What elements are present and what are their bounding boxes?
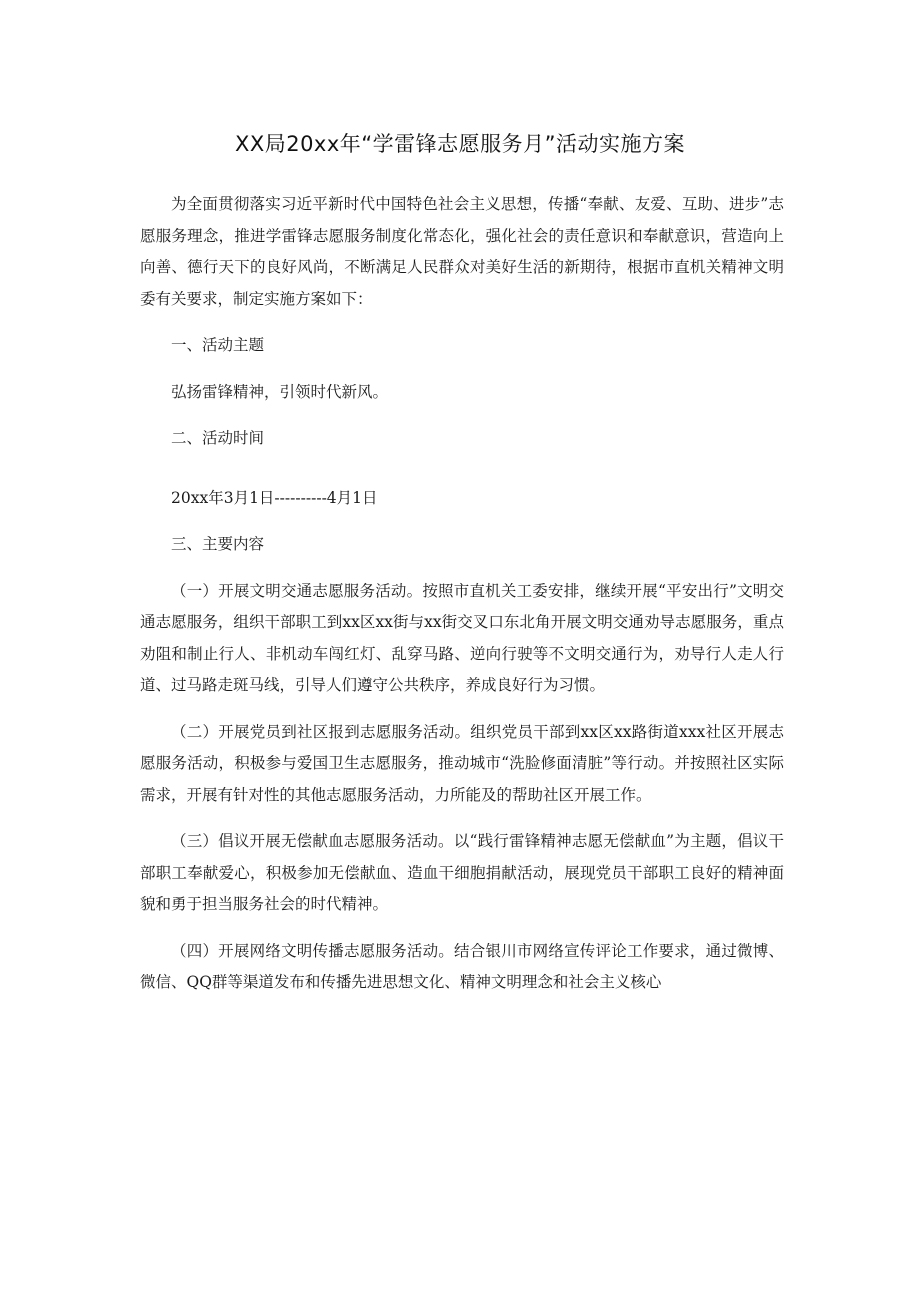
content-item-4: （四）开展网络文明传播志愿服务活动。结合银川市网络宣传评论工作要求，通过微博、微信、QQ群等渠道发布和传播先进思想文化、精神文明理念和社会主义核心 — [140, 941, 784, 991]
content-item-3: （三）倡议开展无偿献血志愿服务活动。以“践行雷锋精神志愿无偿献血”为主题，倡议干部职工奉献爱心，积极参加无偿献血、造血干细胞捐献活动，展现党员干部职工良好的精神面貌和勇于担当服务社会的时代精神。 — [140, 832, 784, 913]
section-heading-time: 二、活动时间 — [171, 429, 265, 447]
section-text-time: 20xx年3月1日----------4月1日 — [171, 488, 378, 507]
content-item-1: （一）开展文明交通志愿服务活动。按照市直机关工委安排，继续开展“平安出行”文明交通志愿服务，组织干部职工到xx区xx街与xx街交叉口东北角开展文明交通劝导志愿服务，重点劝阻和制止行人、非机动车闯红灯、乱穿马路、逆向行驶等不文明交通行为，劝导行人走人行道、过马路走斑马线，引导人们遵守公共秩序，养成良好行为习惯。 — [140, 581, 784, 694]
intro-paragraph: 为全面贯彻落实习近平新时代中国特色社会主义思想，传播“奉献、友爱、互助、进步”志愿服务理念，推进学雷锋志愿服务制度化常态化，强化社会的责任意识和奉献意识，营造向上向善、德行天下的良好风尚，不断满足人民群众对美好生活的新期待，根据市直机关精神文明委有关要求，制定实施方案如下： — [140, 195, 784, 308]
document-body — [140, 189, 784, 1014]
section-text-theme: 弘扬雷锋精神，引领时代新风。 — [171, 382, 389, 401]
section-heading-content: 三、主要内容 — [171, 535, 265, 553]
content-item-2: （二）开展党员到社区报到志愿服务活动。组织党员干部到xx区xx路街道xxx社区开展志愿服务活动，积极参与爱国卫生志愿服务，推动城市“洗脸修面清脏”等行动。并按照社区实际需求，开展有针对性的其他志愿服务活动，力所能及的帮助社区开展工作。 — [140, 722, 784, 804]
section-heading-theme: 一、活动主题 — [171, 336, 265, 354]
document-title: XX局20xx年“学雷锋志愿服务月”活动实施方案 — [234, 132, 686, 156]
